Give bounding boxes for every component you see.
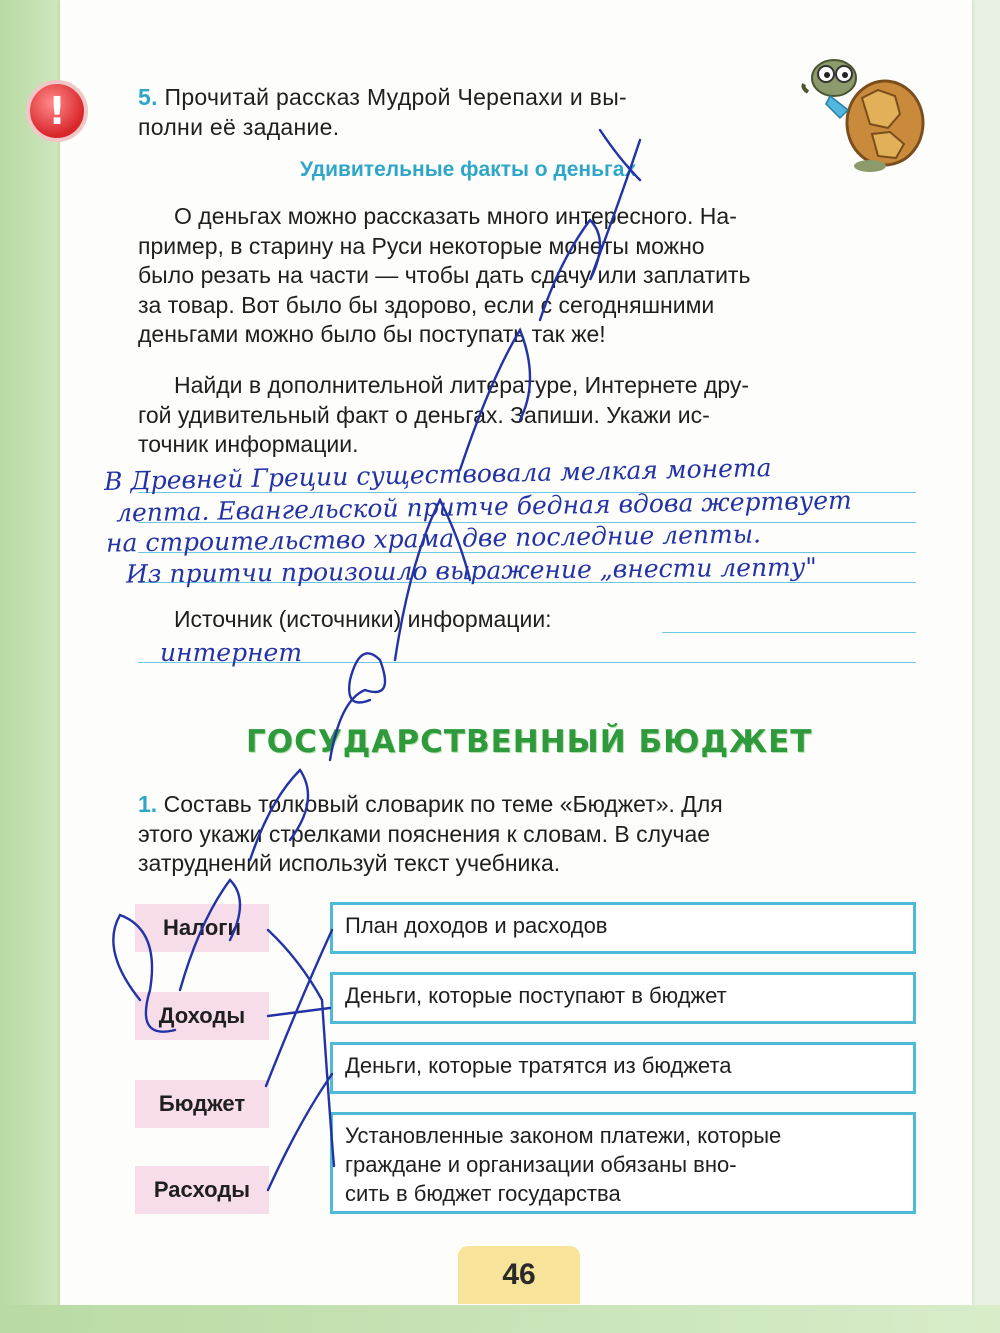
bottom-decor-strip	[0, 1305, 1000, 1333]
handwritten-answer-line: на строительство храма две последние лепты.	[105, 519, 762, 558]
definition-text: сить в бюджет государства	[345, 1181, 621, 1206]
task5-line1	[138, 82, 627, 112]
task1-line: Составь толковый словарик по теме «Бюджет». Для	[163, 791, 723, 817]
definition-text: Деньги, которые тратятся из бюджета	[345, 1053, 732, 1078]
definition-box-2	[330, 972, 916, 1024]
definition-text: Установленные законом платежи, которые	[345, 1123, 782, 1148]
source-writing-line	[662, 632, 916, 633]
term-expenses: Расходы	[135, 1166, 269, 1214]
source-label: Источник (источники) информации:	[174, 606, 552, 632]
definition-box-4	[330, 1112, 916, 1214]
handwritten-source: интернет	[160, 638, 303, 667]
story-title: Удивительные факты о деньгах	[300, 158, 637, 181]
definition-text: Деньги, которые поступают в бюджет	[345, 983, 727, 1008]
task1-line: затруднений используй текст учебника.	[138, 850, 561, 876]
term-budget: Бюджет	[135, 1080, 269, 1128]
right-margin	[972, 0, 1000, 1333]
task5-number: 5.	[138, 84, 158, 110]
definition-box-3	[330, 1042, 916, 1094]
left-decor-strip	[0, 0, 60, 1333]
assignment-line: точник информации.	[138, 431, 359, 457]
story-line: деньгами можно было бы поступать так же!	[138, 321, 606, 347]
handwritten-answer-line: В Древней Греции существовала мелкая монета	[103, 453, 772, 496]
task5-instruction-2: полни её задание.	[138, 114, 340, 140]
definition-text: План доходов и расходов	[345, 913, 608, 938]
story-line: пример, в старину на Руси некоторые монеты можно	[138, 232, 705, 259]
assignment-line: Найди в дополнительной литературе, Интернете дру-	[174, 372, 750, 398]
task1-line: этого укажи стрелками пояснения к словам. В случае	[138, 820, 711, 847]
wise-turtle-illustration	[800, 48, 930, 173]
story-line: было резать на части — чтобы дать сдачу или заплатить	[138, 262, 751, 288]
assignment-line: гой удивительный факт о деньгах. Запиши. Укажи ис-	[138, 401, 710, 428]
assignment-paragraph	[138, 371, 916, 460]
exclamation-icon: !	[26, 80, 88, 142]
section-title: ГОСУДАРСТВЕННЫЙ БЮДЖЕТ	[246, 724, 813, 760]
definition-box-1	[330, 902, 916, 954]
task5-instruction-1: Прочитай рассказ Мудрой Черепахи и вы-	[164, 84, 627, 110]
term-taxes: Налоги	[135, 904, 269, 952]
page-number: 46	[458, 1246, 580, 1304]
definition-text: граждане и организации обязаны вно-	[345, 1152, 737, 1177]
term-income: Доходы	[135, 992, 269, 1040]
story-paragraph	[138, 202, 916, 350]
story-line: О деньгах можно рассказать много интересного. На-	[174, 203, 737, 229]
task1-number: 1.	[138, 791, 158, 817]
handwritten-answer-line: лепта. Евангельской притче бедная вдова жертвует	[115, 485, 852, 528]
handwritten-answer-line: Из притчи произошло выражение „внести лепту"	[125, 552, 817, 589]
task1-instructions	[138, 790, 916, 879]
story-line: за товар. Вот было бы здорово, если с сегодняшними	[138, 291, 715, 318]
